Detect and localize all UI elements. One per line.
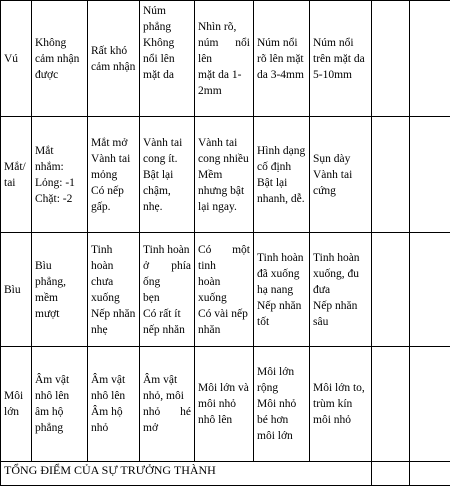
cell-score-empty bbox=[372, 347, 410, 462]
cell-score: Âm vật nhô lên âm hộ phẳng bbox=[32, 347, 88, 462]
cell-total-empty bbox=[410, 347, 450, 462]
cell-score: Rất khó cảm nhận bbox=[88, 1, 140, 117]
row-label-labia: Môi lớn bbox=[1, 347, 32, 462]
cell-score-empty bbox=[372, 117, 410, 233]
cell-score: Không cảm nhận được bbox=[32, 1, 88, 117]
cell-score: Núm nổi rõ lên mặt da 3-4mm bbox=[254, 1, 310, 117]
cell-score-empty bbox=[372, 1, 410, 117]
cell-score: Tinh hoàn chưa xuống Nếp nhăn nhẹ bbox=[88, 233, 140, 347]
cell-score: Âm vật nhô lên Âm hộ nhỏ bbox=[88, 347, 140, 462]
row-label-breast: Vú bbox=[1, 1, 32, 117]
cell-total-empty bbox=[410, 1, 450, 117]
table-row bbox=[1, 233, 450, 347]
cell-score: Mắt nhắm: Lỏng: -1 Chặt: -2 bbox=[32, 117, 88, 233]
cell-score: Môi lớn rộng Môi nhỏ bé hơn môi lớn bbox=[254, 347, 310, 462]
cell-score: Núm nổi trên mặt da 5-10mm bbox=[310, 1, 372, 117]
cell-total-empty bbox=[410, 233, 450, 347]
cell-score-empty bbox=[372, 462, 410, 486]
cell-score: Môi lớn to, trùm kín môi nhỏ bbox=[310, 347, 372, 462]
total-maturity-label: TỔNG ĐIỂM CỦA SỰ TRƯỞNG THÀNH bbox=[1, 462, 372, 486]
table-row bbox=[1, 117, 450, 233]
cell-score: Mắt mở Vành tai mỏng Có nếp gấp. bbox=[88, 117, 140, 233]
cell-score: Hình dạng cố định Bật lại nhanh, dễ. bbox=[254, 117, 310, 233]
cell-score-empty bbox=[372, 233, 410, 347]
cell-score: Núm phẳng Không nổi lên mặt da bbox=[140, 1, 195, 117]
cell-score: Vành tai cong nhiều Mềm nhưng bật lại ngay. bbox=[195, 117, 254, 233]
cell-score: Vành tai cong ít. Bật lại chậm, nhẹ. bbox=[140, 117, 195, 233]
cell-score: Bìu phẳng, mềm mượt bbox=[32, 233, 88, 347]
cell-score: Nhìn rõ, núm nổi lên mặt da 1- 2mm bbox=[195, 1, 254, 117]
table-row bbox=[1, 462, 450, 486]
cell-score: Có một tinh hoàn xuống Có vài nếp nhăn bbox=[195, 233, 254, 347]
cell-score: Môi lớn và môi nhỏ nhô lên bbox=[195, 347, 254, 462]
cell-score: Tinh hoàn đã xuống hạ nang Nếp nhăn tốt bbox=[254, 233, 310, 347]
row-label-scrotum: Bìu bbox=[1, 233, 32, 347]
cell-total-empty bbox=[410, 117, 450, 233]
row-label-eye-ear: Mắt/ tai bbox=[1, 117, 32, 233]
cell-score: Tinh hoàn xuống, đu đưa Nếp nhăn sâu bbox=[310, 233, 372, 347]
cell-score: Sụn dày Vành tai cứng bbox=[310, 117, 372, 233]
cell-total-empty bbox=[410, 462, 450, 486]
cell-score: Tinh hoàn ở phía ống bẹn Có rất ít nếp nhăn bbox=[140, 233, 195, 347]
cell-score: Âm vật nhỏ, môi nhỏ hé mở bbox=[140, 347, 195, 462]
table-row bbox=[1, 1, 450, 117]
table-row bbox=[1, 347, 450, 462]
